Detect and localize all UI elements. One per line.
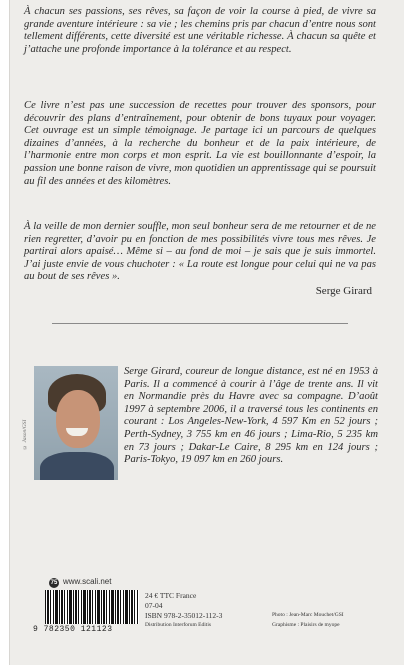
price: 24 € TTC France xyxy=(145,591,197,600)
photo-credit: Photo : Jean-Marc Mouchet/GSI xyxy=(272,612,344,618)
intro-paragraph: À chacun ses passions, ses rêves, sa façon de voir la course à pied, de vivre sa grande aventure intérieure : sa vie ; les chemins pris par chacun d’entre nous sont tellement différents, cette diversité est une véritable richesse. À chacun sa quête et j’attache une profonde importance à la tolérance et au respect. xyxy=(24,6,376,55)
design-credit: Graphisme : Plaisirs de myope xyxy=(272,622,340,628)
author-bio: Serge Girard, coureur de longue distance, est né en 1953 à Paris. Il a commencé à courir à l’âge de trente ans. Il vit en Normandie près du Havre avec sa compagne. D’août 1997 à septembre 2006, il a traversé tous les continents en courant : Los Angeles-New-York, 4 597 Km en 52 jours ; Perth-Sydney, 3 755 km en 46 jours ; Lima-Rio, 5 235 km en 73 jours ; Dakar-Le Caire, 8 295 km en 124 jours ; Paris-Tokyo, 19 097 km en 260 jours. xyxy=(124,366,378,466)
closing-paragraph: À la veille de mon dernier souffle, mon seul bonheur sera de me retourner et de ne rien regretter, d’avoir pu en fonction de mes possibilités vivre tous mes rêves. Je partirai alors apaisé… Même si – au fond de moi – je sais que je suis immortel. J’ai juste envie de vous chuchoter : « La route est longue pour celui qui ne va pas au bout de ses rêves ». xyxy=(24,221,376,283)
publisher-logo-icon xyxy=(49,578,59,588)
photo-copyright: © Jason/GSI xyxy=(22,419,28,450)
barcode xyxy=(43,590,139,624)
product-code: 07-04 xyxy=(145,601,163,610)
publisher-website: www.scali.net xyxy=(63,577,112,586)
author-photo xyxy=(34,366,118,480)
photo-shirt xyxy=(40,452,114,480)
isbn: ISBN 978-2-35012-112-3 xyxy=(145,611,223,620)
book-description-paragraph: Ce livre n’est pas une succession de recettes pour trouver des sponsors, pour découvrir des plans d’entraînement, pour obtenir de bons tuyaux pour voyager. Cet ouvrage est un simple témoignage. Je partage ici un parcours de quelques dizaines d’années, à la recherche du bonheur et de la paix intérieure, de l’harmonie entre mon corps et mon esprit. La vie est bouillonnante d’espoir, la passion une bonne raison de vivre, mon quotidien un apprentissage qui se poursuit au fil des années et des kilomètres. xyxy=(24,100,376,187)
divider-line xyxy=(52,323,348,324)
author-signature: Serge Girard xyxy=(315,285,372,297)
distribution: Distribution Interforum Editis xyxy=(145,622,211,628)
publisher-logo-text: 75 xyxy=(50,580,58,586)
photo-face xyxy=(56,390,100,448)
barcode-number: 9 782350 121123 xyxy=(33,625,113,634)
